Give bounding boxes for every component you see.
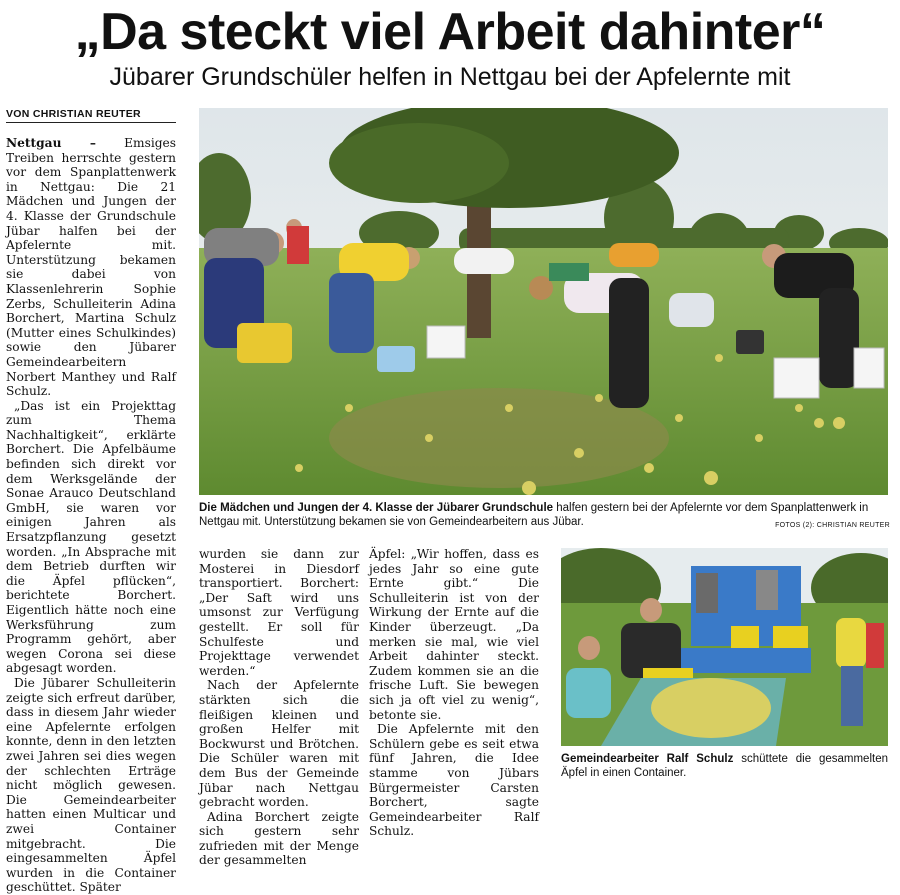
caption-bold: Gemeindearbeiter Ralf Schulz — [561, 753, 734, 765]
caption-bold: Die Mädchen und Jungen der 4. Klasse der Jübarer Grundschule — [199, 502, 554, 514]
paragraph: Äpfel: „Wir hoffen, dass es jedes Jahr so eine gute Ernte gibt.“ Die Schulleiterin ist von der Wirkung der Ernte auf die Kinder überzeugt. „Da merken sie mal, wie viel Arbeit dahinter steckt. Zudem kommen sie an die frische Luft. Sie bewegen sich ja oft viel zu wenig“, betonte sie. — [369, 547, 539, 722]
headline: „Da steckt viel Arbeit dahinter“ — [74, 3, 826, 61]
photo-credit: FOTOS (2): CHRISTIAN REUTER — [775, 522, 890, 529]
paragraph: Nach der Apfelernte stärkten sich die fleißigen kleinen und großen Helfer mit Bockwurst und Brötchen. Die Schüler waren mit dem Bus der Gemeinde Jübar nach Nettgau gebracht worden. — [199, 678, 359, 810]
paragraph: wurden sie dann zur Mosterei in Diesdorf transportiert. Borchert: „Der Saft wird uns umsonst zur Verfügung gestellt. Er soll für Schulfeste und Projekttage verwendet werden.“ — [199, 547, 359, 678]
main-photo — [199, 108, 888, 495]
caption-text: schüttete die gesammelten Äpfel in einen Container. — [561, 753, 888, 779]
text-column-1 — [6, 136, 176, 895]
subheadline: Jübarer Grundschüler helfen in Nettgau bei der Apfelernte mit — [109, 63, 791, 91]
paragraph — [6, 136, 176, 399]
apple-harvest-photo — [199, 108, 888, 495]
text-column-2 — [199, 547, 359, 868]
small-photo-caption — [561, 752, 888, 780]
paragraph: Die Apfelernte mit den Schülern gebe es seit etwa fünf Jahren, die Idee stamme von Jübars Bürgermeister Carsten Borchert, sagte Gemeindearbeiter Ralf Schulz. — [369, 722, 539, 839]
paragraph: Die Jübarer Schulleiterin zeigte sich erfreut darüber, dass in diesem Jahr wieder eine Apfelernte erfolgen konnte, denn in den letzten zwei Jahren sei dies wegen der schlechten Erträge nicht möglich gewesen. Die Gemeindearbeiter hatten einen Multicar und zwei Container mitgebracht. Die eingesammelten Äpfel wurden in die Container geschüttet. Später — [6, 675, 176, 895]
text-column-3 — [369, 547, 539, 839]
dateline: Nettgau – — [6, 136, 97, 150]
paragraph: „Das ist ein Projekttag zum Thema Nachhaltigkeit“, erklärte Borchert. Die Apfelbäume befinden sich direkt vor dem Werksgelände der Sonae Arauco Deutschland GmbH, sie waren vor einigen Jahren als Ersatzpflanzung gesetzt worden. „In Absprache mit dem Betrieb durften wir die Äpfel pflücken“, berichtete Borchert. Eigentlich hätte noch eine Werksführung zum Programm gehört, aber wegen Corona sei diese abgesagt worden. — [6, 398, 176, 676]
paragraph-text: Emsiges Treiben herrschte gestern vor dem Spanplattenwerk in Nettgau: Die 21 Mädchen und Jungen der 4. Klasse der Grundschule Jübar halfen bei der Apfelernte mit. Unterstützung bekamen sie dabei von Klassenlehrerin Sophie Zerbs, Schulleiterin Adina Borchert, Martina Schulz (Mutter eines Schulkindes) sowie den Jübarer Gemeindearbeitern Norbert Manthey und Ralf Schulz. — [6, 136, 176, 399]
byline: VON CHRISTIAN REUTER — [6, 108, 176, 123]
paragraph: Adina Borchert zeigte sich gestern sehr zufrieden mit der Menge der gesammelten — [199, 809, 359, 868]
container-photo — [561, 548, 888, 746]
caption-text: halfen gestern bei der Apfelernte vor dem Spanplattenwerk in Nettgau mit. Unterstützung bekamen sie von Gemeindearbeitern aus Jübar. — [199, 502, 869, 528]
small-photo — [561, 548, 888, 746]
